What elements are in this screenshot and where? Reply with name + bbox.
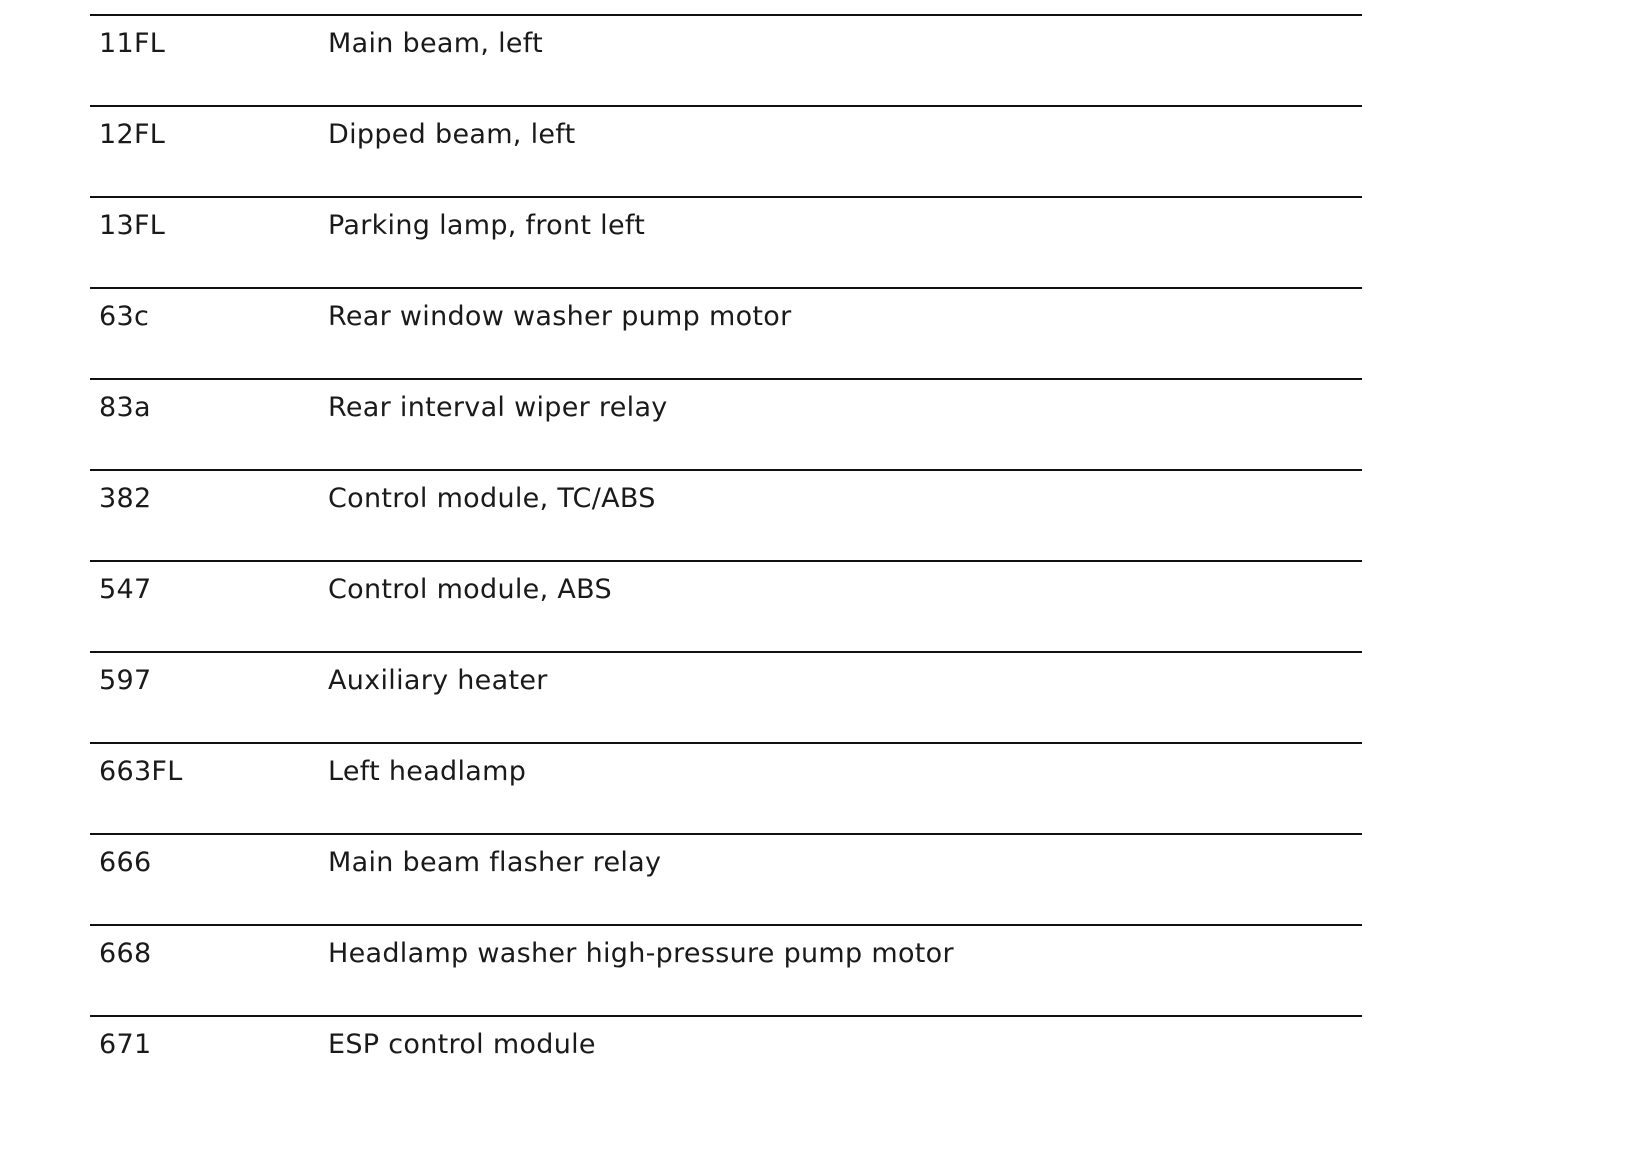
component-code: 547 — [99, 574, 152, 605]
component-description: ESP control module — [328, 1029, 596, 1060]
component-code: 13FL — [99, 210, 166, 241]
table-row — [90, 14, 1362, 105]
table-row — [90, 196, 1362, 287]
component-description: Rear window washer pump motor — [328, 301, 792, 332]
component-code: 668 — [99, 938, 152, 969]
component-code: 382 — [99, 483, 152, 514]
table-row — [90, 651, 1362, 742]
component-code: 83a — [99, 392, 151, 423]
component-description: Headlamp washer high-pressure pump motor — [328, 938, 954, 969]
component-description: Parking lamp, front left — [328, 210, 646, 241]
component-description: Control module, TC/ABS — [328, 483, 656, 514]
component-description: Dipped beam, left — [328, 119, 576, 150]
component-code: 663FL — [99, 756, 183, 787]
component-code: 671 — [99, 1029, 152, 1060]
table-row — [90, 1015, 1362, 1106]
table-row — [90, 469, 1362, 560]
table-row — [90, 833, 1362, 924]
component-code: 666 — [99, 847, 152, 878]
component-description: Control module, ABS — [328, 574, 612, 605]
component-description: Main beam, left — [328, 28, 544, 59]
component-code: 11FL — [99, 28, 166, 59]
component-legend-table — [90, 14, 1362, 1106]
table-row — [90, 105, 1362, 196]
component-description: Rear interval wiper relay — [328, 392, 668, 423]
table-row — [90, 287, 1362, 378]
table-row — [90, 378, 1362, 469]
table-row — [90, 560, 1362, 651]
component-code: 12FL — [99, 119, 166, 150]
table-row — [90, 924, 1362, 1015]
table-row — [90, 742, 1362, 833]
component-description: Left headlamp — [328, 756, 527, 787]
component-code: 63c — [99, 301, 150, 332]
component-description: Auxiliary heater — [328, 665, 548, 696]
component-description: Main beam flasher relay — [328, 847, 662, 878]
component-code: 597 — [99, 665, 152, 696]
